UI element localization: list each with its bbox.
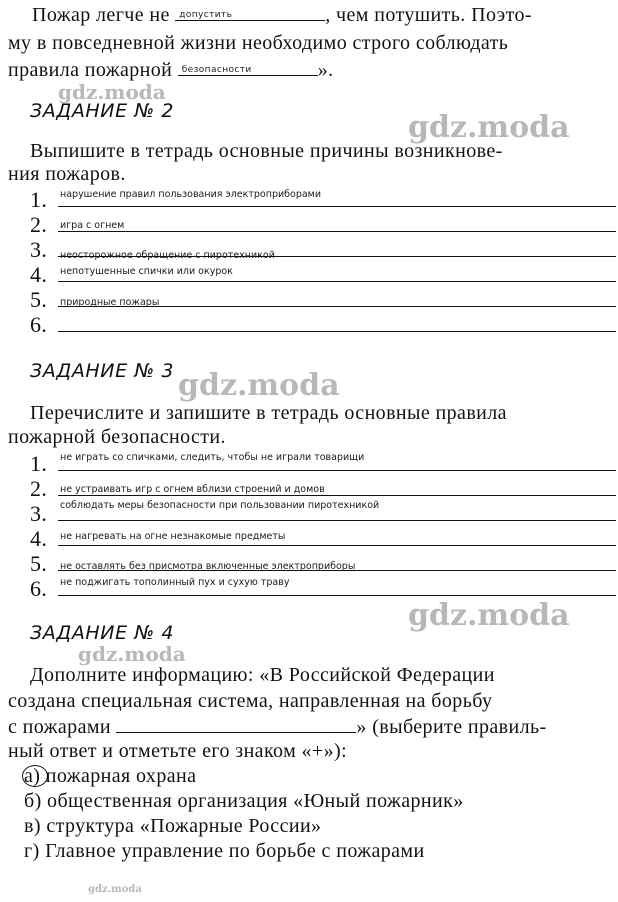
- task3-item-answer: не оставлять без присмотра включенные электроприборы: [60, 561, 356, 572]
- task4-option-mark: а): [24, 765, 41, 787]
- watermark-6: gdz.moda: [88, 884, 142, 895]
- task4-option-text: Главное управление по борьбе с пожарами: [45, 840, 425, 862]
- task3-item-number: 3.: [30, 501, 48, 526]
- task2-item-answer: нарушение правил пользования электроприборами: [60, 189, 322, 200]
- task4-option: [24, 839, 425, 863]
- task4-text-2: создана специальная система, направленная на борьбу: [8, 690, 493, 712]
- task3-answer-line: [58, 595, 616, 596]
- task4-heading: ЗАДАНИЕ № 4: [30, 622, 175, 644]
- task3-answer-line: [58, 520, 616, 521]
- task3-item-number: 6.: [30, 576, 48, 601]
- task3-item-number: 1.: [30, 451, 48, 476]
- task2-item-answer: неосторожное обращение с пиротехникой: [60, 250, 275, 261]
- watermark-1: gdz.moda: [58, 80, 166, 104]
- task4-option-mark: в): [24, 815, 41, 837]
- intro-line-2: му в повседневной жизни необходимо строго соблюдать: [8, 32, 509, 54]
- intro-line-3: правила пожарной безопасности ».: [8, 57, 334, 84]
- task4-option-text: общественная организация «Юный пожарник»: [47, 790, 464, 812]
- task2-text-1: Выпишите в тетрадь основные причины возникнове-: [30, 140, 503, 162]
- task2-item-answer: природные пожары: [60, 297, 160, 308]
- task4-option: [24, 764, 196, 788]
- task2-item-number: 4.: [30, 262, 48, 287]
- task3-item-number: 2.: [30, 476, 48, 501]
- task2-item-answer: непотушенные спички или окурок: [60, 266, 233, 277]
- task3-item-answer: не играть со спичками, следить, чтобы не играли товарищи: [60, 452, 365, 463]
- watermark-5: gdz.moda: [78, 642, 186, 666]
- task2-text-2: ния пожаров.: [8, 163, 126, 185]
- intro-blank-1: [175, 2, 325, 21]
- task4-text-4: ный ответ и отметьте его знаком «+»):: [8, 740, 348, 762]
- task3-item-answer: не устраивать игр с огнем вблизи строений и домов: [60, 484, 325, 495]
- task4-blank: [116, 714, 356, 733]
- task3-text-2: пожарной безопасности.: [8, 426, 226, 448]
- task4-option: [24, 789, 464, 813]
- task2-item-number: 5.: [30, 287, 48, 312]
- task3-item-answer: соблюдать меры безопасности при пользовании пиротехникой: [60, 500, 380, 511]
- intro-blank-2: [178, 57, 318, 76]
- watermark-2: gdz.moda: [408, 110, 570, 145]
- task4-option: [24, 814, 321, 838]
- task2-item-number: 1.: [30, 187, 48, 212]
- task2-answer-line: [58, 331, 616, 332]
- task2-item-number: 6.: [30, 312, 48, 337]
- task3-item-answer: не нагревать на огне незнакомые предметы: [60, 531, 286, 542]
- intro-answer-2: безопасности: [181, 65, 252, 75]
- task4-option-text: структура «Пожарные России»: [46, 815, 322, 837]
- task3-answer-line: [58, 545, 616, 546]
- task2-item-number: 3.: [30, 237, 48, 262]
- intro-line-1: Пожар легче не допустить , чем потушить. Поэто-: [32, 2, 532, 29]
- selected-answer-circle: [22, 765, 48, 787]
- task4-option-mark: г): [24, 840, 40, 862]
- task3-answer-line: [58, 495, 616, 496]
- watermark-4: gdz.moda: [408, 598, 570, 633]
- task4-option-mark: б): [24, 790, 42, 812]
- task2-answer-line: [58, 281, 616, 282]
- task2-heading: ЗАДАНИЕ № 2: [30, 100, 175, 122]
- task3-text-1: Перечислите и запишите в тетрадь основные правила: [30, 402, 507, 424]
- task3-heading: ЗАДАНИЕ № 3: [30, 360, 175, 382]
- task2-item-number: 2.: [30, 212, 48, 237]
- task3-item-number: 5.: [30, 551, 48, 576]
- intro-answer-1: допустить: [179, 10, 233, 20]
- task3-answer-line: [58, 470, 616, 471]
- task2-answer-line: [58, 231, 616, 232]
- task4-option-text: пожарная охрана: [45, 765, 197, 787]
- task4-text-3: с пожарами » (выберите правиль-: [8, 716, 547, 738]
- task2-answer-line: [58, 206, 616, 207]
- task3-item-number: 4.: [30, 526, 48, 551]
- task3-item-answer: не поджигать тополинный пух и сухую траву: [60, 577, 290, 588]
- task2-item-answer: игра с огнем: [60, 220, 125, 231]
- watermark-3: gdz.moda: [178, 368, 340, 403]
- task4-text-1: Дополните информацию: «В Российской Федерации: [30, 664, 495, 686]
